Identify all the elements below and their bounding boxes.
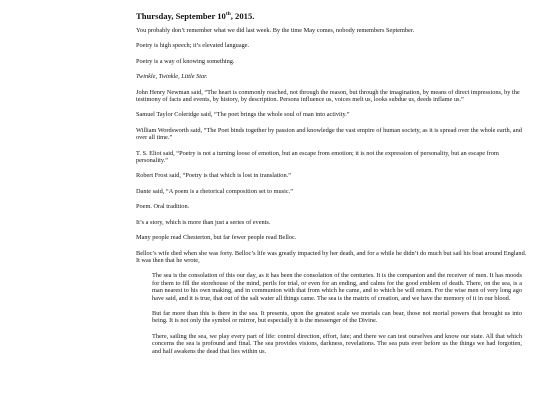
paragraph: Dante said, “A poem is a rhetorical composition set to music.” [136, 187, 294, 195]
paragraph: Poetry is a way of knowing something. [136, 57, 235, 65]
paragraph: You probably don’t remember what we did last week. By the time May comes, nobody remembers September. [136, 27, 415, 34]
paragraph: Robert Frost said, “Poetry is that which is lost in translation.” [136, 172, 291, 180]
date-year: , 2015. [230, 11, 255, 21]
document-body [136, 11, 530, 363]
paragraph: Poem. Oral tradition. [136, 203, 190, 211]
quote-paragraph: But far more than this is there in the sea. It presents, upon the greatest scale we mortals can bear, those not mortal powers that brought us into being. It is not only the symbol or mirror, but especially it is the messenger of the Divine. [152, 309, 522, 325]
paragraph: Samuel Taylor Coleridge said, “The poet brings the whole soul of man into activity.” [136, 111, 350, 119]
block-quote [152, 272, 522, 355]
paragraph: Poetry is high speech; it’s elevated language. [136, 42, 250, 50]
page-title [136, 11, 530, 21]
paragraph: T. S. Eliot said, “Poetry is not a turning loose of emotion, but an escape from emotion; it is not the expression of personality, but an escape from personality.” [136, 149, 499, 165]
paragraph: William Wordsworth said, “The Poet binds together by passion and knowledge the vast empire of human society, as it is spread over the whole earth, and over all time.” [136, 126, 522, 142]
date-ordinal: th [225, 11, 231, 18]
italic-title: Twinkle, Twinkle, Little Star. [136, 73, 208, 81]
paragraph: It’s a story, which is more than just a series of events. [136, 218, 271, 226]
quote-paragraph: There, sailing the sea, we play every part of life: control direction, effort, fate; and there we can test ourselves and know our state. All that which concerns the sea is profound and final. The sea provides visions, darkness, revelations. The sea puts ever before us the things we had forgotten, and half awakens the dead that lies within us. [152, 332, 522, 355]
date-text: Thursday, September 10 [136, 11, 226, 21]
paragraph: John Henry Newman said, “The heart is commonly reached, not through the reason, but through the imagination, by means of direct impressions, by the testimony of facts and events, by history, by description. Persons influence us, voices melt us, looks subdue us, deeds inflame us.” [136, 88, 520, 104]
paragraph: Belloc’s wife died when she was forty. Belloc’s life was greatly impacted by her death, and for a while he didn’t do much but sail his boat around England. It was then that he wrote, [136, 249, 527, 264]
paragraph: Many people read Chesterton, but far fewer people read Belloc. [136, 234, 297, 242]
quote-paragraph: The sea is the consolation of this our day, as it has been the consolation of the centuries. It is the companion and the receiver of men. It has moods for them to fill the storehouse of the mind, perils for trial, or even for an ending, and calms for the good emblem of death. There, on the sea, is a man nearest to his own making, and in communion with that from which he came, and to which he will return. For the wise men of very long ago have said, and it is true, that out of the salt water all things came. The sea is the matrix of creation, and we have the memory of it in our blood. [152, 272, 522, 302]
